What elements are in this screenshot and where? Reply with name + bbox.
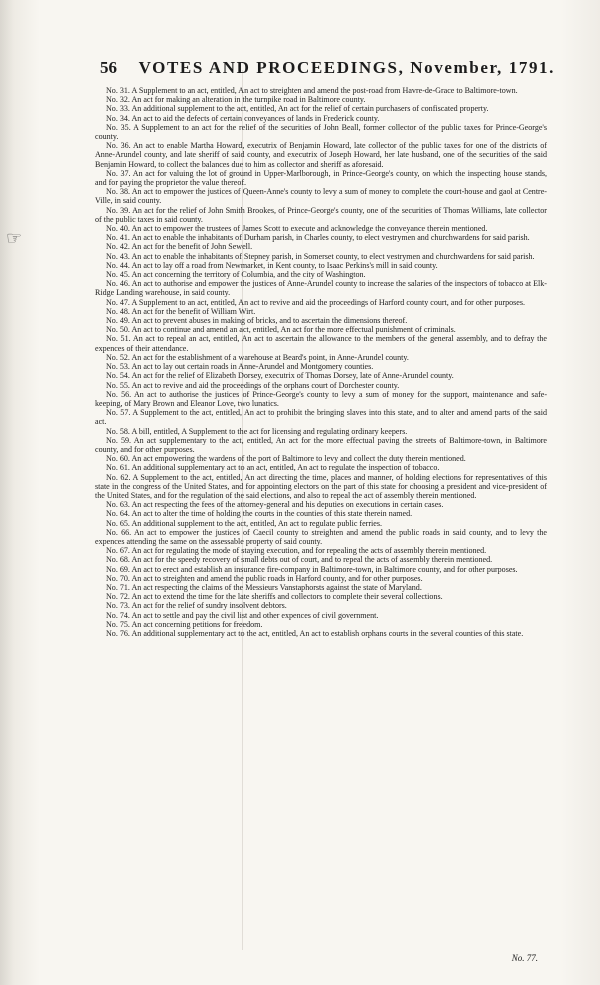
act-entry: No. 69. An act to erect and establish an insurance fire-company in Baltimore-town, in Baltimore county, and for other purposes. <box>106 564 518 574</box>
act-entry: No. 31. A Supplement to an act, entitled, An act to streighten and amend the post-road from Havre-de-Grace to Baltimore-town. <box>106 86 518 95</box>
act-entry: No. 53. An act to lay out certain roads in Anne-Arundel and Montgomery counties. <box>106 362 374 372</box>
act-entry: No. 47. A Supplement to an act, entitled, An act to revive and aid the proceedings of Harford county court, and for other purposes. <box>106 297 525 307</box>
act-entry: No. 38. An act to empower the justices of Queen-Anne's county to levy a sum of money to complete the court-house and gaol at Centre-Ville, in said county. <box>95 187 547 206</box>
act-entry: No. 62. A Supplement to the act, entitled, An act directing the time, places and manner, of holding elections for representatives of this state in the congress of the United States, and for appointing electors on the part of this state for choosing a president and vice-president of the United States, and for the regulation of the said elections, and also to repeal the act of assembly therein mentioned. <box>95 472 547 500</box>
act-entry: No. 36. An act to enable Martha Howard, executrix of Benjamin Howard, late collector of the public taxes for one of the districts of Anne-Arundel county, and late sheriff of said county, and executrix of Joseph Howard, her late husband, one of the securities of the said Benjamin Howard, to collect the balances due to him as collector and sheriff as aforesaid. <box>95 141 547 169</box>
act-entry: No. 75. An act concerning petitions for freedom. <box>106 619 263 629</box>
running-title: VOTES AND PROCEEDINGS, November, 1791. <box>138 58 555 77</box>
pointing-hand-icon: ☞ <box>6 228 23 249</box>
act-entry: No. 50. An act to continue and amend an act, entitled, An act for the more effectual punishment of criminals. <box>106 325 456 335</box>
act-entry: No. 32. An act for making an alteration in the turnpike road in Baltimore county. <box>106 95 366 105</box>
act-entry: No. 76. An additional supplementary act to the act, entitled, An act to establish orphans courts in the several counties of this state. <box>106 628 524 638</box>
act-entry: No. 37. An act for valuing the lot of ground in Upper-Marlborough, in Prince-George's county, on which the inspecting house stands, and for paying the proprietor the value thereof. <box>95 168 547 188</box>
act-entry: No. 48. An act for the benefit of William Wirt. <box>106 306 256 316</box>
act-entry: No. 54. An act for the relief of Elizabeth Dorsey, executrix of Thomas Dorsey, late of Anne-Arundel county. <box>106 371 454 381</box>
catchword: No. 77. <box>511 953 538 963</box>
act-entry: No. 44. An act to lay off a road from Newmarket, in Kent county, to Isaac Perkins's mill in said county. <box>106 260 438 270</box>
act-entry: No. 64. An act to alter the time of holding the courts in the counties of this state therein named. <box>106 509 413 519</box>
act-entry: No. 73. An act for the relief of sundry insolvent debtors. <box>106 601 287 611</box>
act-entry: No. 65. An additional supplement to the act, entitled, An act to regulate public ferries. <box>106 518 382 528</box>
act-entry: No. 63. An act respecting the fees of the attorney-general and his deputies on executions in certain cases. <box>106 500 444 510</box>
acts-list <box>95 86 547 638</box>
act-entry: No. 57. A Supplement to the act, entitled, An act to prohibit the bringing slaves into this state, and to alter and amend parts of the said act. <box>95 408 547 427</box>
act-entry: No. 39. An act for the relief of John Smith Brookes, of Prince-George's county, one of the securities of Thomas Williams, late collector of the public taxes in said county. <box>95 205 547 224</box>
act-entry: No. 58. A bill, entitled, A Supplement to the act for licensing and regulating ordinary keepers. <box>106 426 408 436</box>
act-entry: No. 60. An act empowering the wardens of the port of Baltimore to levy and collect the duty therein mentioned. <box>106 454 466 464</box>
page-header <box>100 58 555 78</box>
act-entry: No. 71. An act respecting the claims of the Messieurs Vanstaphorsts against the state of Maryland. <box>106 582 422 592</box>
act-entry: No. 42. An act for the benefit of John Sewell. <box>106 242 253 252</box>
act-entry: No. 46. An act to authorise and empower the justices of Anne-Arundel county to increase the salaries of the inspectors of tobacco at Elk-Ridge Landing warehouse, in said county. <box>95 279 547 298</box>
act-entry: No. 40. An act to empower the trustees of James Scott to execute and acknowledge the conveyance therein mentioned. <box>106 224 488 234</box>
act-entry: No. 43. An act to enable the inhabitants of Stepney parish, in Somerset county, to elect vestrymen and churchwardens for said parish. <box>106 251 535 261</box>
act-entry: No. 45. An act concerning the territory of Columbia, and the city of Washington. <box>106 270 366 280</box>
act-entry: No. 67. An act for regulating the mode of staying execution, and for repealing the acts of assembly therein mentioned. <box>106 546 487 556</box>
act-entry: No. 55. An act to revive and aid the proceedings of the orphans court of Dorchester county. <box>106 380 400 390</box>
act-entry: No. 51. An act to repeal an act, entitled, An act to ascertain the allowance to the members of the general assembly, and to defray the expences of their attendance. <box>95 334 547 353</box>
act-entry: No. 34. An act to aid the defects of certain conveyances of lands in Frederick county. <box>106 113 380 123</box>
act-entry: No. 33. An additional supplement to the act, entitled, An act for the relief of certain purchasers of confiscated property. <box>106 104 489 114</box>
act-entry: No. 68. An act for the speedy recovery of small debts out of court, and to repeal the acts of assembly therein mentioned. <box>106 555 493 565</box>
act-entry: No. 74. An act to settle and pay the civil list and other expences of civil government. <box>106 610 379 620</box>
act-entry: No. 70. An act to streighten and amend the public roads in Harford county, and for other purposes. <box>106 573 423 583</box>
act-entry: No. 72. An act to extend the time for the late sheriffs and collectors to complete their several collections. <box>106 592 443 602</box>
act-entry: No. 49. An act to prevent abuses in making of bricks, and to ascertain the dimensions thereof. <box>106 316 408 326</box>
act-entry: No. 59. An act supplementary to the act, entitled, An act for the more effectual paving the streets of Baltimore-town, in Baltimore county, and for other purposes. <box>95 435 547 454</box>
act-entry: No. 66. An act to empower the justices of Caecil county to streighten and amend the public roads in said county, and to levy the expences attending the same on the assessable property of said county. <box>95 527 547 546</box>
act-entry: No. 61. An additional supplementary act to an act, entitled, An act to regulate the inspection of tobacco. <box>106 463 440 473</box>
act-entry: No. 41. An act to enable the inhabitants of Durham parish, in Charles county, to elect vestrymen and churchwardens for said parish. <box>106 233 530 243</box>
act-entry: No. 52. An act for the establishment of a warehouse at Beard's point, in Anne-Arundel county. <box>106 352 409 362</box>
page-number: 56 <box>100 58 117 77</box>
act-entry: No. 56. An act to authorise the justices of Prince-George's county to levy a sum of money for the support, maintenance and safe-keeping, of Mary Brown and Eleanor Love, two lunatics. <box>95 389 547 408</box>
act-entry: No. 35. A Supplement to an act for the relief of the securities of John Beall, former collector of the public taxes for Prince-George's county. <box>95 122 547 142</box>
